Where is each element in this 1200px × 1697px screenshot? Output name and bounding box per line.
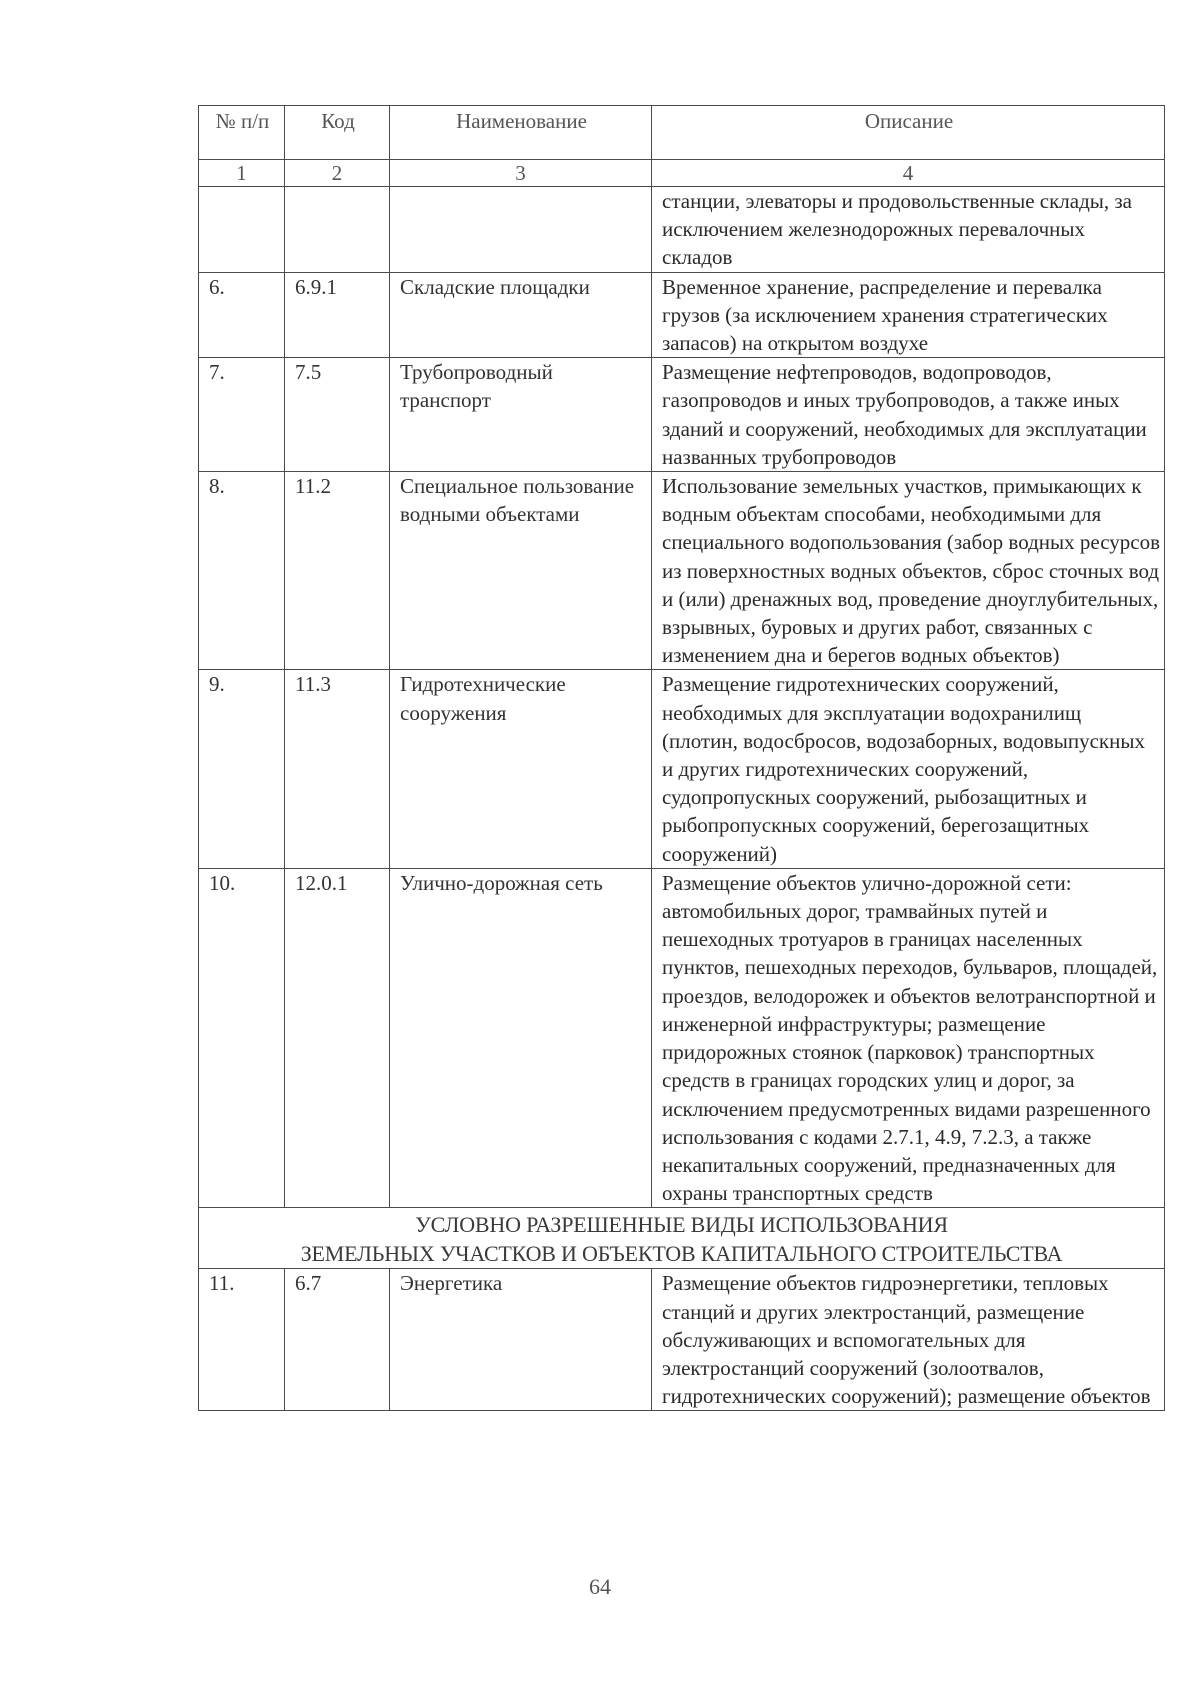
page-number: 64 bbox=[589, 1574, 611, 1599]
section-heading-line: ЗЕМЕЛЬНЫХ УЧАСТКОВ И ОБЪЕКТОВ КАПИТАЛЬНОГО СТРОИТЕЛЬСТВА bbox=[300, 1241, 1063, 1267]
section-heading-row bbox=[199, 1208, 1165, 1269]
row-description: Размещение объектов гидроэнергетики, тепловых станций и других электростанций, размещение обслуживающих и вспомогательных для электростанций сооружений (золоотвалов, гидротехнических сооружений); размещение объектов bbox=[652, 1269, 1165, 1411]
row-num bbox=[199, 187, 285, 273]
header-name: Наименование bbox=[390, 106, 652, 160]
table-row bbox=[199, 1269, 1165, 1411]
row-description: Временное хранение, распределение и перевалка грузов (за исключением хранения стратегических запасов) на открытом воздухе bbox=[652, 272, 1165, 358]
column-index: 3 bbox=[390, 160, 652, 187]
row-code bbox=[285, 187, 390, 273]
table-row bbox=[199, 670, 1165, 868]
row-num: 10. bbox=[199, 868, 285, 1207]
row-code: 11.2 bbox=[285, 472, 390, 670]
row-description: Использование земельных участков, примыкающих к водным объектам способами, необходимыми для специального водопользования (забор водных ресурсов из поверхностных водных объектов, сброс сточных вод и (или) дренажных вод, проведение дноуглубительных, взрывных, буровых и других работ, связанных с изменением дна и берегов водных объектов) bbox=[652, 472, 1165, 670]
row-num: 8. bbox=[199, 472, 285, 670]
row-name: Гидротехнические сооружения bbox=[390, 670, 652, 868]
row-num: 6. bbox=[199, 272, 285, 358]
section-heading bbox=[199, 1208, 1165, 1269]
row-code: 11.3 bbox=[285, 670, 390, 868]
row-num: 7. bbox=[199, 358, 285, 472]
row-name: Улично-дорожная сеть bbox=[390, 868, 652, 1207]
row-code: 6.9.1 bbox=[285, 272, 390, 358]
column-index: 1 bbox=[199, 160, 285, 187]
column-index: 4 bbox=[652, 160, 1165, 187]
table-row bbox=[199, 187, 1165, 273]
row-description: Размещение нефтепроводов, водопроводов, газопроводов и иных трубопроводов, а также иных зданий и сооружений, необходимых для эксплуатации названных трубопроводов bbox=[652, 358, 1165, 472]
header-description: Описание bbox=[652, 106, 1165, 160]
row-name: Складские площадки bbox=[390, 272, 652, 358]
section-heading-line: УСЛОВНО РАЗРЕШЕННЫЕ ВИДЫ ИСПОЛЬЗОВАНИЯ bbox=[415, 1212, 948, 1238]
row-num: 9. bbox=[199, 670, 285, 868]
row-code: 6.7 bbox=[285, 1269, 390, 1411]
table-row bbox=[199, 358, 1165, 472]
header-code: Код bbox=[285, 106, 390, 160]
table-row bbox=[199, 868, 1165, 1207]
row-description: Размещение гидротехнических сооружений, необходимых для эксплуатации водохранилищ (плотин, водосбросов, водозаборных, водовыпускных и других гидротехнических сооружений, судопропускных сооружений, рыбозащитных и рыбопропускных сооружений, берегозащитных сооружений) bbox=[652, 670, 1165, 868]
row-code: 7.5 bbox=[285, 358, 390, 472]
row-name: Трубопроводный транспорт bbox=[390, 358, 652, 472]
row-code: 12.0.1 bbox=[285, 868, 390, 1207]
land-use-table bbox=[198, 105, 1165, 1411]
header-num: № п/п bbox=[199, 106, 285, 160]
row-name: Энергетика bbox=[390, 1269, 652, 1411]
row-num: 11. bbox=[199, 1269, 285, 1411]
table-header-row bbox=[199, 106, 1165, 160]
row-name: Специальное пользование водными объектами bbox=[390, 472, 652, 670]
row-name bbox=[390, 187, 652, 273]
column-index-row bbox=[199, 160, 1165, 187]
table-row bbox=[199, 472, 1165, 670]
column-index: 2 bbox=[285, 160, 390, 187]
row-description: Размещение объектов улично-дорожной сети: автомобильных дорог, трамвайных путей и пешеходных тротуаров в границах населенных пунктов, пешеходных переходов, бульваров, площадей, проездов, велодорожек и объектов велотранспортной и инженерной инфраструктуры; размещение придорожных стоянок (парковок) транспортных средств в границах городских улиц и дорог, за исключением предусмотренных видами разрешенного использования с кодами 2.7.1, 4.9, 7.2.3, а также некапитальных сооружений, предназначенных для охраны транспортных средств bbox=[652, 868, 1165, 1207]
row-description: станции, элеваторы и продовольственные склады, за исключением железнодорожных перевалочных складов bbox=[652, 187, 1165, 273]
table-row bbox=[199, 272, 1165, 358]
